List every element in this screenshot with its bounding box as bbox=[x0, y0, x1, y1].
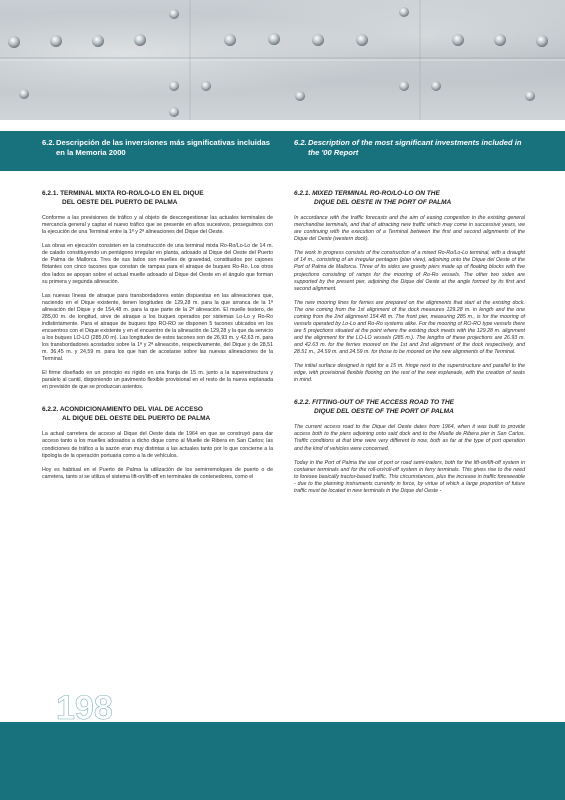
section-title-es bbox=[42, 138, 272, 158]
subsection-title-es-2 bbox=[42, 406, 273, 423]
paragraph-es-6: Hoy es habitual en el Puerto de Palma la utilización de los semirremolques de puerto o de carretera, tanto si se utiliza el sistema lift-on/lift-off en terminales de contenedores, como el bbox=[42, 466, 273, 480]
subsection-title-es-1 bbox=[42, 190, 273, 207]
section-title-en bbox=[294, 138, 524, 158]
paragraph-en-1: In accordance with the traffic forecasts and the aim of easing congestion in the existing general merchandise terminals, and that of attracting new traffic which may come in successive years, we are continuing with the execution of a Terminal between the first and second alignments of the Dique del Oeste (western dock). bbox=[294, 215, 525, 243]
paragraph-en-4: The initial surface designed is rigid for a 15 m. fringe next to the superstructure and parallel to the edge, with provisional flexible flooring on the rest of the new esplanade, with the creation of seats in mind. bbox=[294, 363, 525, 384]
rivet-pattern bbox=[0, 0, 565, 120]
subsection-title-es-1-line1: 6.2.1. TERMINAL MIXTA RO-RO/LO-LO EN EL DIQUE bbox=[42, 190, 204, 197]
rivets-top-row bbox=[8, 33, 548, 48]
spanish-column bbox=[42, 190, 273, 488]
subsection-title-en-2 bbox=[294, 399, 525, 416]
paragraph-es-2: Las obras en ejecución consisten en la construcción de una terminal mixta Ro-Ro/Lo-Lo de 14 m. de calado constituyendo un pentágono irregular en planta, adosado al Dique del Oeste del Puerto de Palma de Mallorca. Tres de sus lados son muelles de gravedad, constituidos por cajones flotantes con cinco tacones que constan de rampas para el atraque de buques Ro-Ro. Los otros dos lados se apoyan sobre el actual muelle adosado al Dique del Oeste en el ángulo que forman su primera y segunda alineación. bbox=[42, 243, 273, 285]
paragraph-es-5: La actual carretera de acceso al Dique del Oeste data de 1964 en que se construyó para dar acceso tanto a los muelles adosados a dicho dique como al Muelle de Ribera en San Carlos; las condiciones de tráfico a la sazón eran muy distintas a las actuales tanto por lo que concierne a la tipología de la operación portuaria como a la de vehículos. bbox=[42, 431, 273, 459]
paragraph-en-5: The current access road to the Dique del Oeste dates from 1964, when it was built to provide access both to the piers adjoining onto said dock and to the Muelle de Ribera pier in San Carlos. Traffic conditions at that time were very different to now, both as far at the type of port operation and the kind of vehicles were concerned. bbox=[294, 424, 525, 452]
subsection-title-es-1-line2: DEL OESTE DEL PUERTO DE PALMA bbox=[62, 198, 178, 206]
paragraph-es-4: El firme diseñado en un principio es rígido en una franja de 15 m. junto a la superestructura y paralelo al cantil, disponiendo un pavimento flexible provisional en el resto de la nueva explanada en previsión de que se produzcan asientos. bbox=[42, 370, 273, 391]
subsection-title-en-1-line1: 6.2.1. MIXED TERMINAL RO-RO/LO-LO ON THE bbox=[294, 190, 440, 197]
paragraph-es-3: Las nuevas líneas de atraque para transbordadores están dispuestas en las alineaciones que, naciendo en el Dique existente, tienen longitudes de 129,28 m. para la que arranca de la 1ª alineación del Dique y de 154,48 m. para la que parte de la 2ª alineación. El muelle testero, de 285,00 m. de longitud, sirve de atraque a los buques operados por sistemas Lo-Lo y Ro-Ro indistintamente. Para el atraque de buques tipo RO-RO se disponen 5 tacones ubicados en los encuentros con el Dique existente y en el encuentro de la alineación de 129,28 y la que da servicio a los buques LO-LO (285,00 m). Las longitudes de estos tacones son de 26,93 m. y 42,63 m. para los transbordadores acostados sobre la 1ª y 2ª alineación, respectivamente, del Dique y de 28,51 m. 36,45 m. y 24,59 m. para los que han de acostarse sobre las nuevas alineaciones de la Terminal. bbox=[42, 292, 273, 363]
page-number: 198 bbox=[56, 689, 113, 727]
paragraph-en-6: Today in the Port of Palma the use of port or road semi-trailers, both for the lift-on/lift-off system in container terminals and for the roll-on/roll-off system in ferry terminals. This gives rise to the need to foresee basically tractor-based traffic. This circumstances, plus the increase in traffic foreseeable - due to the planning instruments currently in force, by virtue of which a large proportion of future traffic must be located in new terminals in the Dique del Oeste - bbox=[294, 459, 525, 494]
english-column bbox=[294, 190, 525, 502]
section-header-band bbox=[0, 131, 565, 171]
paragraph-es-1: Conforme a las previsiones de tráfico y al objeto de descongestionar las actuales terminales de mercancía general y captar el nuevo tráfico que se presente en años sucesivos, proseguimos con la ejecución de una Terminal entre la 1ª y 2ª alineaciones del Dique del Oeste. bbox=[42, 215, 273, 236]
section-number-es: 6.2. bbox=[42, 138, 55, 147]
rivets-side-rows bbox=[19, 7, 535, 117]
section-number-en: 6.2. bbox=[294, 138, 307, 147]
subsection-title-es-2-line2: AL DIQUE DEL OESTE DEL PUERTO DE PALMA bbox=[62, 414, 211, 422]
subsection-title-en-1-line2: DIQUE DEL OESTE IN THE PORT OF PALMA bbox=[314, 198, 452, 206]
header-photo-riveted-steel bbox=[0, 0, 565, 120]
subsection-title-en-2-line1: 6.2.2. FITTING-OUT OF THE ACCESS ROAD TO THE bbox=[294, 399, 454, 407]
footer-band bbox=[0, 722, 565, 800]
subsection-title-es-2-line1: 6.2.2. ACONDICIONAMIENTO DEL VIAL DE ACCESO bbox=[42, 406, 203, 414]
subsection-title-en-1 bbox=[294, 190, 525, 207]
paragraph-en-2: The work in progress consists of the construction of a mixed Ro-Ro/Lo-Lo terminal, with a draught of 14 m., consisting of an irregular pentagon (plan view), adjoining onto the Dique del Oeste of the Port of Palma de Mallorca. Three of its sides are gravity piers made up of floating blocks with five projections consisting of ramps for the mooring of Ro-Ro vessels. The other two sides are supported by the present pier, adjoining the Dique del Oeste at the angle formed by its first and second alignment. bbox=[294, 250, 525, 292]
paragraph-en-3: The new mooring lines for ferries are prepared on the alignments that start at the existing dock. The one coming from the 1st alignment of the dock measures 129.28 m. in length and the one coming from the 2nd alignment 154.48 m. The front pier, measuring 285 m., is for the mooring of vessels operated by Lo-Lo and Ro-Ro systems alike. For the mooring of RO-RO type vessels there are 5 projections situated at the point where the existing dock meets with the 129.28 m. alignment and the alignment for the LO-LO vessels (285 m.). The lengths of these projections are 26.93 m. and 42.63 m. for the ferries moored on the 1st and 2nd alignment of the dock respectively, and 28.51 m., 24.59 m. and 24.59 m. for those to be moored on the new alignments of the Terminal. bbox=[294, 299, 525, 355]
section-title-es-text: Descripción de las inversiones más significativas incluidas en la Memoria 2000 bbox=[56, 138, 270, 157]
section-title-en-text: Description of the most significant investments included in the '00 Report bbox=[308, 138, 522, 157]
subsection-title-en-2-line2: DIQUE DEL OESTE OF THE PORT OF PALMA bbox=[314, 407, 454, 415]
